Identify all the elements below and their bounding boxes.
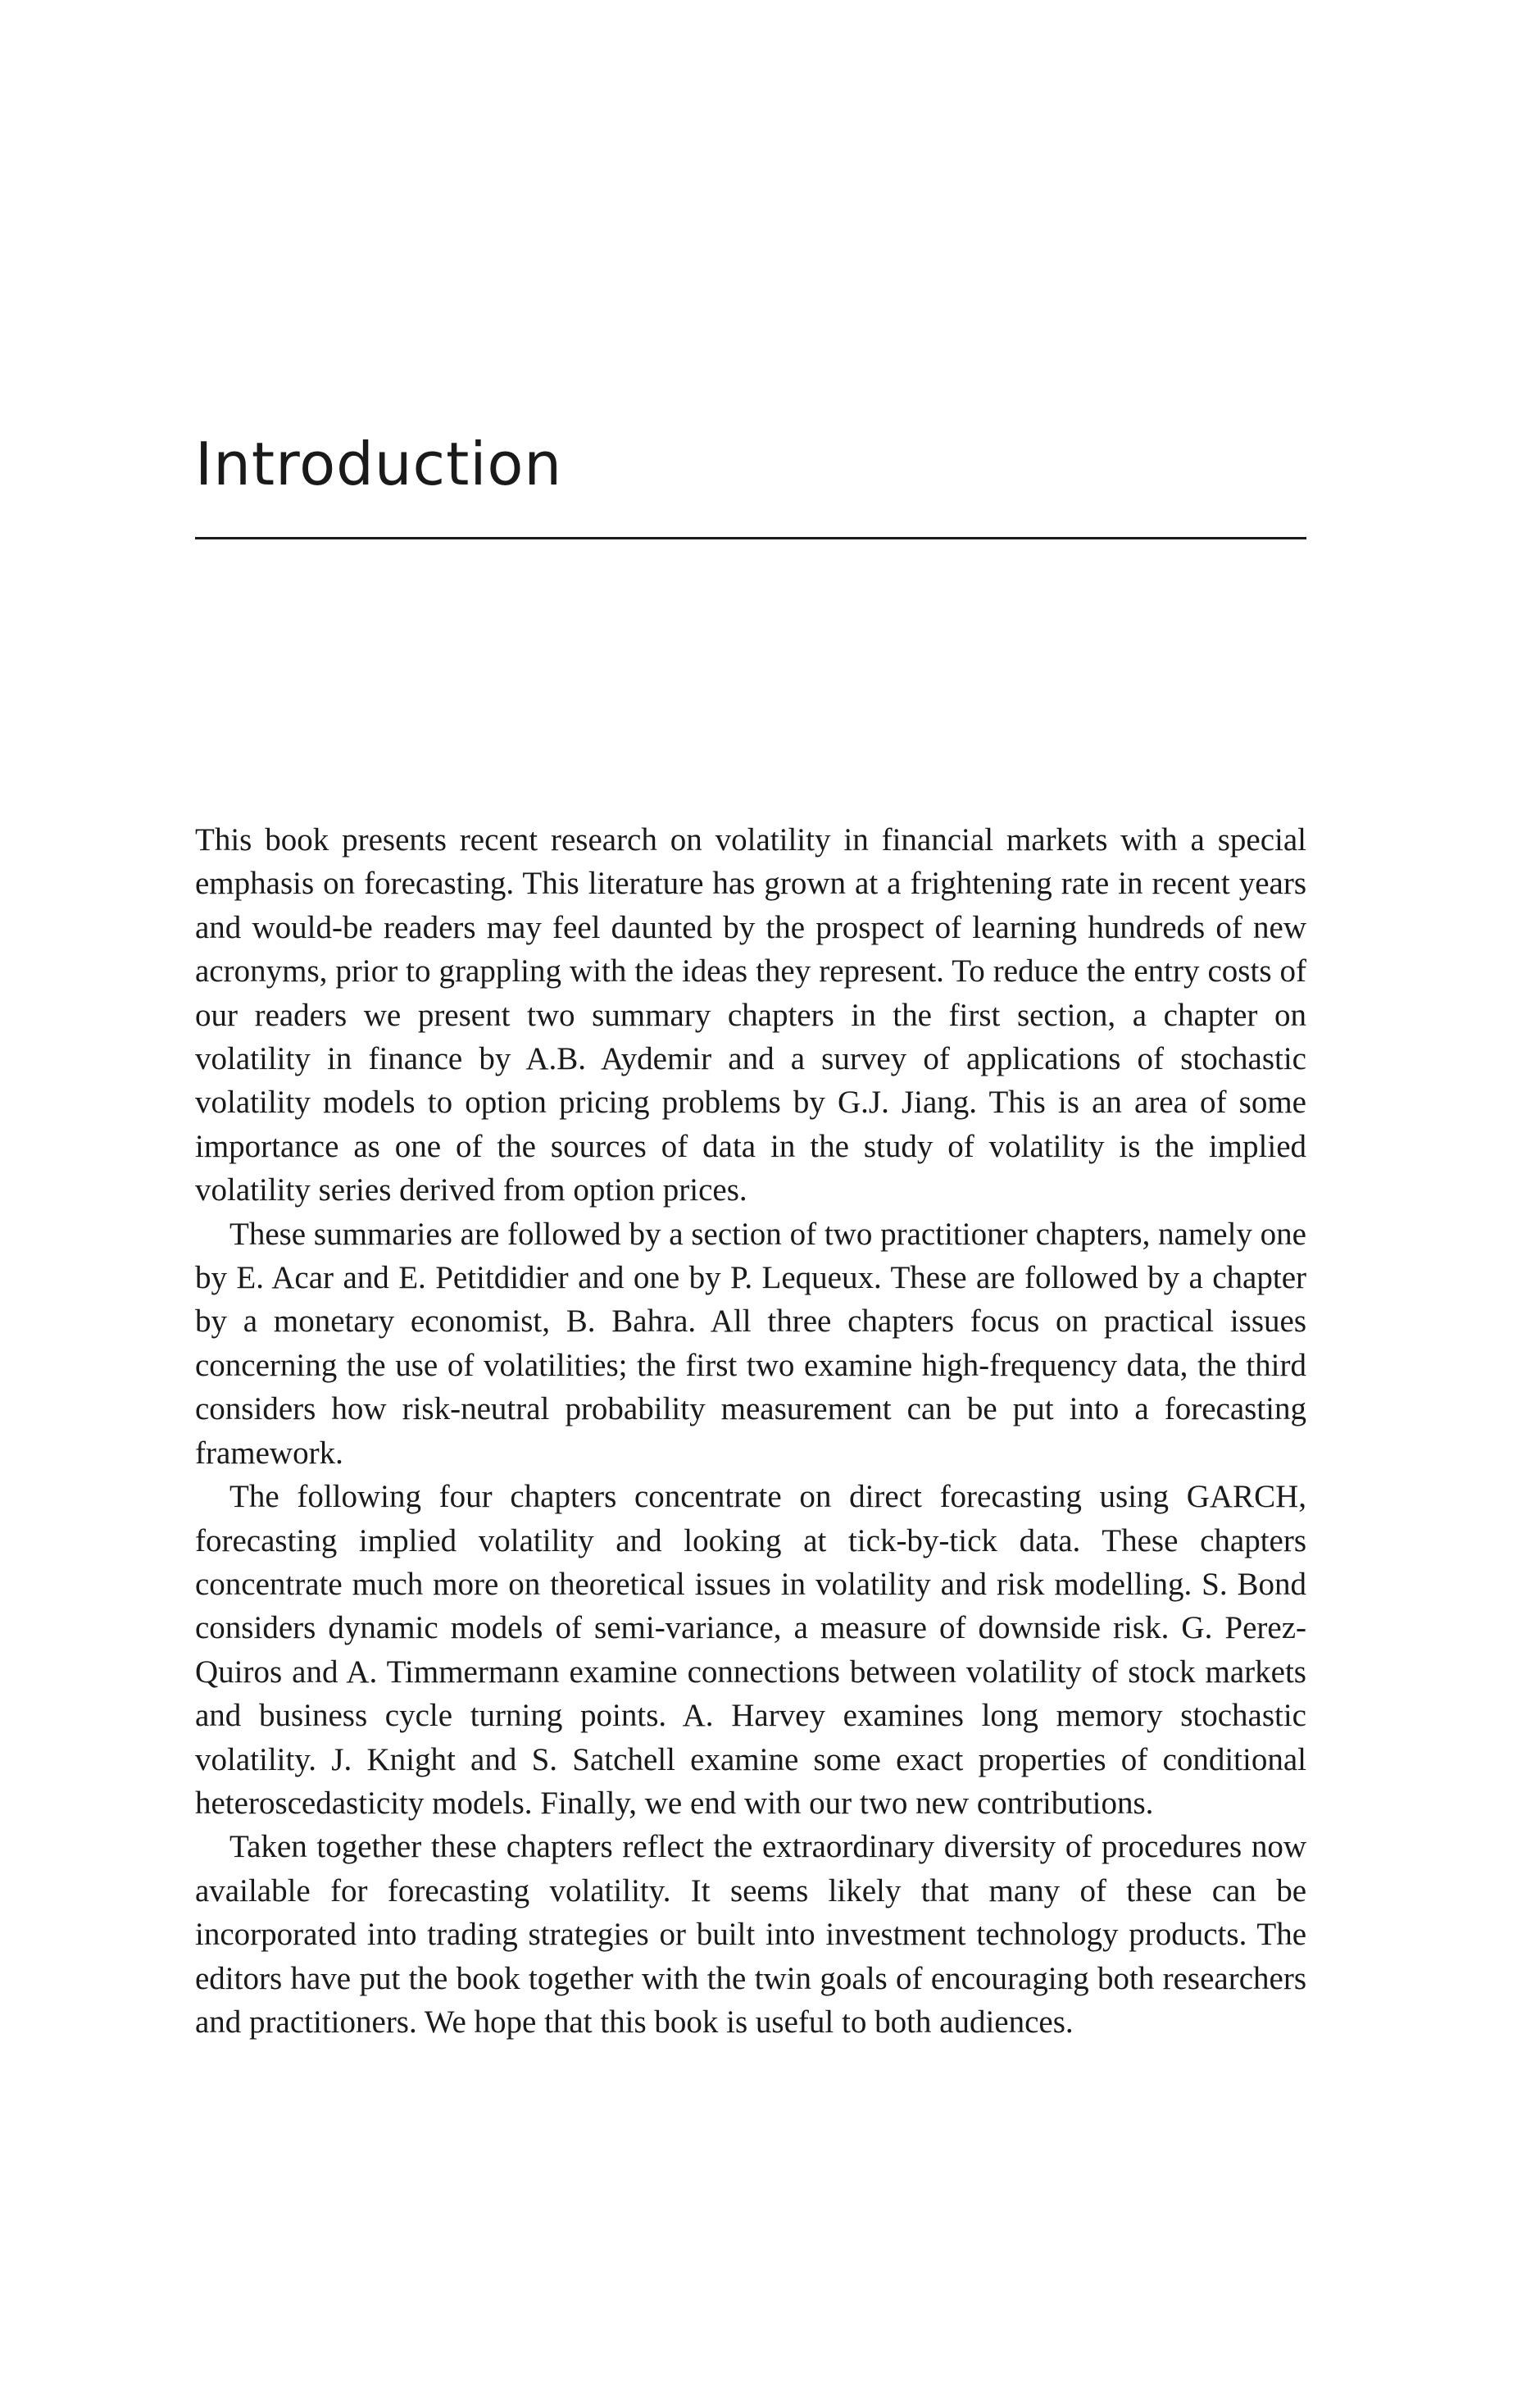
title-rule [195, 537, 1306, 539]
paragraph-2: These summaries are followed by a section of two practitioner chapters, namely one by E. Acar and E. Petitdidier and one by P. Lequeux. These are followed by a chapter by a monetary economist, B. Bahra. All three chapters focus on practical issues concerning the use of volatilities; the first two examine high-frequency data, the third considers how risk-neutral probability measurement can be put into a forecasting framework. [195, 1216, 1306, 1471]
paragraph-3: The following four chapters concentrate on direct forecasting using GARCH, forecasting implied volatility and looking at tick-by-tick data. These chapters concentrate much more on theoretical issues in volatility and risk modelling. S. Bond considers dynamic models of semi-variance, a measure of downside risk. G. Perez-Quiros and A. Timmermann examine connections between volatility of stock markets and business cycle turning points. A. Harvey examines long memory stochastic volatility. J. Knight and S. Satchell examine some exact properties of conditional heteroscedasticity models. Finally, we end with our two new contributions. [195, 1479, 1306, 1821]
chapter-title: Introduction [195, 430, 563, 498]
body-text [195, 818, 1306, 2044]
paragraph-4: Taken together these chapters reflect the extraordinary diversity of procedures now available for forecasting volatility. It seems likely that many of these can be incorporated into trading strategies or built into investment technology products. The editors have put the book together with the twin goals of encouraging both researchers and practitioners. We hope that this book is useful to both audiences. [195, 1829, 1306, 2040]
paragraph-1: This book presents recent research on volatility in financial markets with a special emphasis on forecasting. This literature has grown at a frightening rate in recent years and would-be readers may feel daunted by the prospect of learning hundreds of new acronyms, prior to grappling with the ideas they represent. To reduce the entry costs of our readers we present two summary chapters in the first section, a chapter on volatility in finance by A.B. Aydemir and a survey of applications of stochastic volatility models to option pricing problems by G.J. Jiang. This is an area of some importance as one of the sources of data in the study of volatility is the implied volatility series derived from option prices. [195, 822, 1306, 1208]
